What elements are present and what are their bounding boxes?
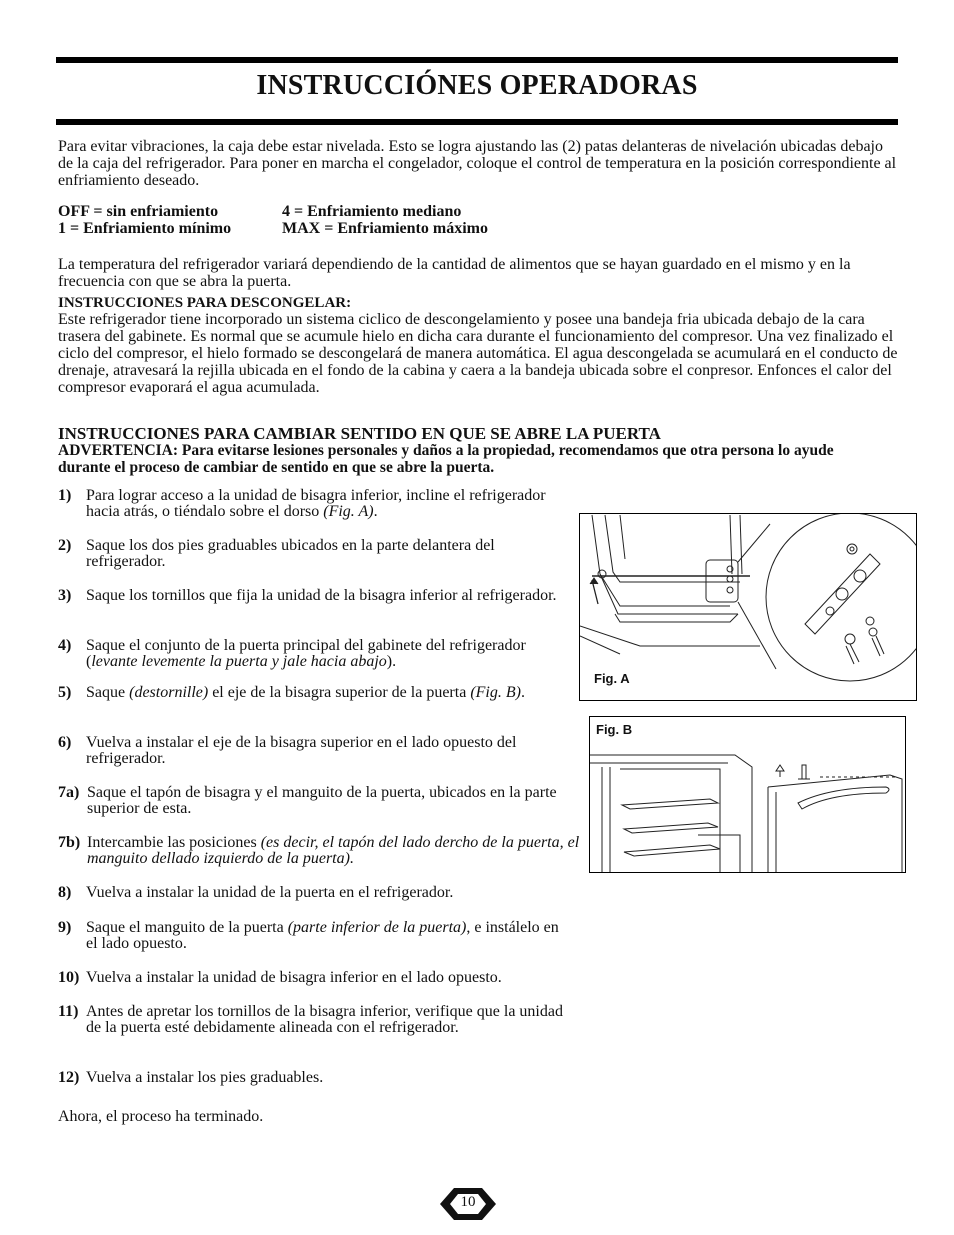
step-12: [58, 1070, 578, 1086]
figure-b: [589, 716, 906, 873]
step-number: 4): [58, 637, 72, 654]
step-number: 11): [58, 1003, 79, 1020]
step-1: [58, 488, 578, 520]
setting-four: 4 = Enfriamiento mediano: [282, 203, 462, 220]
step-9: [58, 920, 563, 952]
step-text: Vuelva a instalar el eje de la bisagra superior en el lado opuesto del refrigerador.: [86, 734, 517, 767]
step-number: 12): [58, 1069, 80, 1086]
figure-a: [579, 513, 917, 701]
step-number: 3): [58, 587, 72, 604]
step-number: 2): [58, 537, 72, 554]
step-number: 8): [58, 884, 72, 901]
setting-one: 1 = Enfriamiento mínimo: [58, 220, 232, 237]
step-11: [58, 1004, 578, 1036]
temperature-note: La temperatura del refrigerador variará dependiendo de la cantidad de alimentos que se hayan guardado en el mismo y en la frecuencia con que se abra la puerta.: [58, 256, 851, 290]
defrost-body: Este refrigerador tiene incorporado un sistema ciclico de descongelamiento y posee una bandeja fria ubicada debajo de la cara trasera del gabinete. Es normal que se acumule hielo en dicha cara durante el funcionamiento del compresor. Una vez finalizado el ciclo del compresor, el hielo formado se descongelará de manera automática. El agua descongelada se acumulará en el conducto de drenaje, atravesará la rejilla ubicada en el fondo de la cabina y caera a la bandeja ubicada sobre el conpresor. Enfonces el calor del compresor evaporará el agua acumulada.: [58, 311, 898, 396]
step-6: [58, 735, 588, 767]
step-number: 6): [58, 734, 72, 751]
page-number: 10: [460, 1194, 476, 1210]
step-text: Vuelva a instalar los pies graduables.: [86, 1069, 324, 1086]
step-number: 7a): [58, 784, 80, 801]
step-2: [58, 538, 578, 570]
page-title: INSTRUCCIÓNES OPERADORAS: [256, 70, 698, 101]
step-text: Saque (destornille) el eje de la bisagra superior de la puerta (Fig. B).: [86, 684, 525, 701]
defrost-heading: INSTRUCCIONES PARA DESCONGELAR:: [58, 295, 352, 311]
closing-note: Ahora, el proceso ha terminado.: [58, 1108, 264, 1125]
refrigerator-open-illustration: [590, 717, 905, 872]
figure-b-label: Fig. B: [596, 722, 633, 737]
step-3: [58, 588, 578, 604]
step-number: 9): [58, 919, 72, 936]
title-underline-rule: [56, 119, 898, 125]
door-heading: INSTRUCCIONES PARA CAMBIAR SENTIDO EN QUE SE ABRE LA PUERTA: [58, 424, 661, 443]
step-number: 7b): [58, 834, 81, 851]
step-number: 5): [58, 684, 72, 701]
step-5: [58, 685, 558, 701]
setting-max: MAX = Enfriamiento máximo: [282, 220, 488, 237]
step-text: Vuelva a instalar la unidad de bisagra inferior en el lado opuesto.: [86, 969, 502, 986]
hinge-illustration: [580, 514, 916, 700]
step-7b: [58, 835, 588, 867]
step-text: Vuelva a instalar la unidad de la puerta en el refrigerador.: [86, 884, 454, 901]
step-text: Para lograr acceso a la unidad de bisagra inferior, incline el refrigerador hacia atrás, o tiéndalo sobre el dorso (Fig. A).: [86, 487, 546, 520]
step-text: Saque el manguito de la puerta (parte inferior de la puerta), e instálelo en el lado opuesto.: [86, 919, 559, 952]
step-4: [58, 638, 558, 670]
step-7a: [58, 785, 588, 817]
door-warning: ADVERTENCIA: Para evitarse lesiones personales y daños a la propiedad, recomendamos que otra persona lo ayude durante el proceso de cambiar de sentido en que se abre la puerta.: [58, 442, 834, 476]
step-10: [58, 970, 598, 986]
intro-paragraph: Para evitar vibraciones, la caja debe estar nivelada. Esto se logra ajustando las (2) patas delanteras de nivelación ubicadas debajo de la caja del refrigerador. Para poner en marcha el congelador, coloque el control de temperatura en la posición correspondiente al enfriamiento deseado.: [58, 138, 897, 189]
top-rule: [56, 57, 898, 63]
step-text: Antes de apretar los tornillos de la bisagra inferior, verifique que la unidad de la puerta esté debidamente alineada con el refrigerador.: [86, 1003, 563, 1036]
setting-off: OFF = sin enfriamiento: [58, 203, 219, 220]
step-text: Saque los dos pies graduables ubicados en la parte delantera del refrigerador.: [86, 537, 495, 570]
step-8: [58, 885, 578, 901]
step-text: Intercambie las posiciones (es decir, el tapón del lado dercho de la puerta, el manguito dellado izquierdo de la puerta).: [87, 834, 580, 867]
step-text: Saque el conjunto de la puerta principal del gabinete del refrigerador (levante levemente la puerta y jale hacia abajo).: [86, 637, 526, 670]
figure-a-label: Fig. A: [594, 671, 630, 686]
step-number: 1): [58, 487, 72, 504]
step-text: Saque los tornillos que fija la unidad de la bisagra inferior al refrigerador.: [86, 587, 557, 604]
step-number: 10): [58, 969, 80, 986]
page-number-badge: [438, 1186, 498, 1222]
step-text: Saque el tapón de bisagra y el manguito de la puerta, ubicados en la parte superior de esta.: [87, 784, 557, 817]
